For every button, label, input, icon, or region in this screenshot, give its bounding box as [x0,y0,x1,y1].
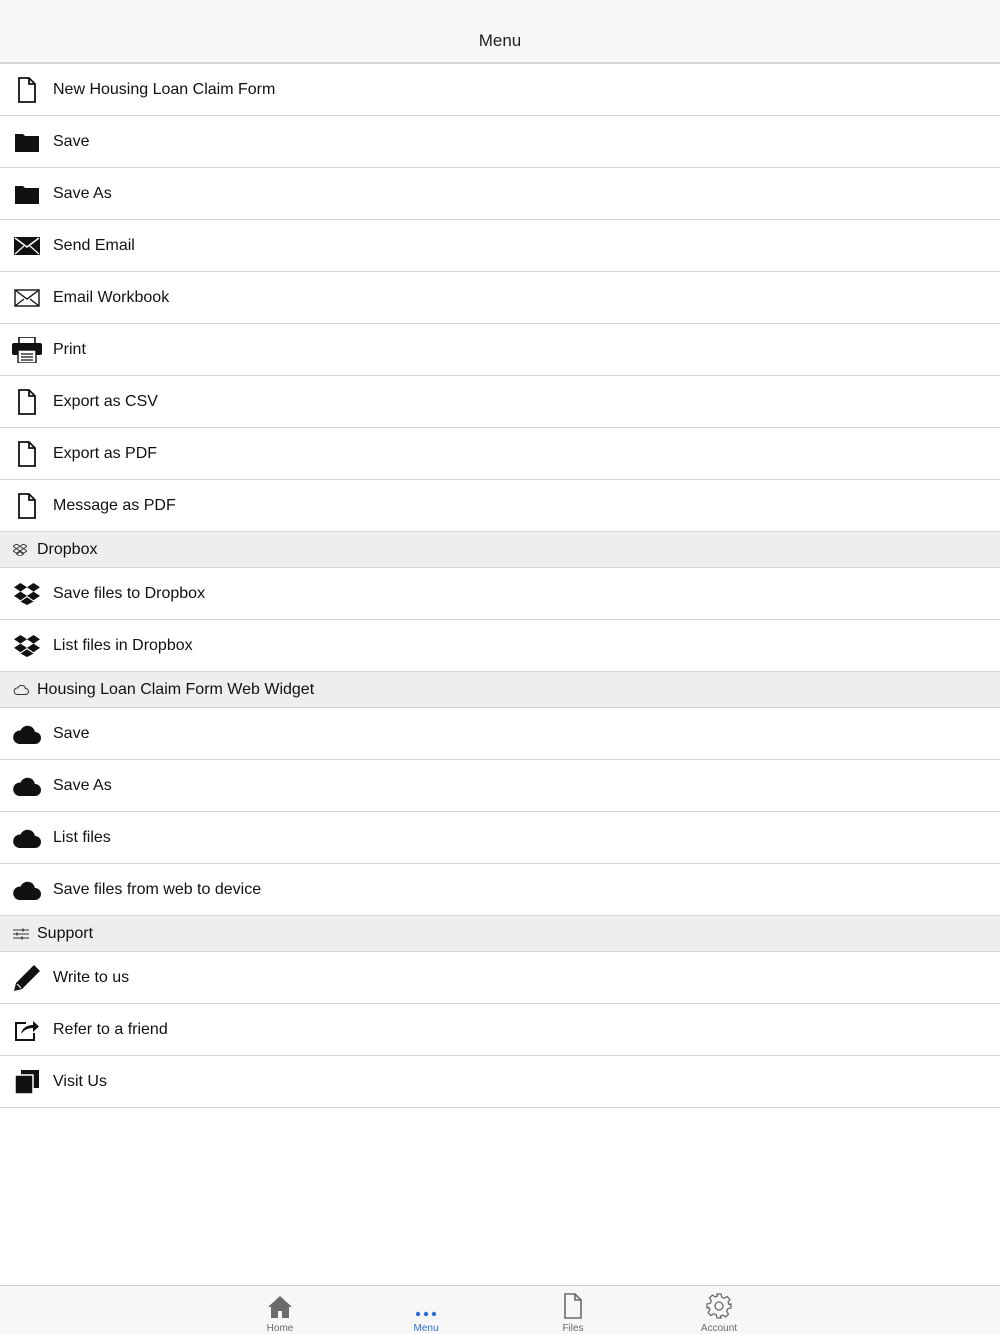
tab-bar [0,1285,1000,1334]
cloud-icon [0,864,53,915]
menu-item-label: Export as CSV [53,392,158,410]
section-title: Support [37,924,94,942]
menu-item-widget-save-to-device[interactable] [0,864,1000,916]
menu-item-label: Print [53,340,86,358]
menu-item-widget-save[interactable] [0,708,1000,760]
sliders-icon [13,928,37,940]
dropbox-icon [0,620,53,671]
envelope-filled-icon [0,220,53,271]
file-icon [563,1289,583,1319]
menu-item-label: Email Workbook [53,288,170,306]
page-title: Menu [478,31,522,50]
menu-item-export-pdf[interactable] [0,428,1000,480]
menu-item-label: Save files from web to device [53,880,262,898]
menu-item-label: Send Email [53,236,135,254]
printer-icon [0,324,53,375]
section-title: Housing Loan Claim Form Web Widget [37,680,315,698]
menu-item-widget-save-as[interactable] [0,760,1000,812]
document-icon [0,428,53,479]
menu-item-refer-friend[interactable] [0,1004,1000,1056]
menu-item-message-pdf[interactable] [0,480,1000,532]
menu-item-label: List files in Dropbox [53,636,193,654]
menu-item-label: Save [53,724,90,742]
dropbox-icon [0,568,53,619]
menu-item-save-to-dropbox[interactable] [0,568,1000,620]
menu-item-label: New Housing Loan Claim Form [53,80,276,98]
envelope-outline-icon [0,272,53,323]
cloud-outline-icon [13,684,37,695]
menu-item-label: Refer to a friend [53,1020,168,1038]
folder-icon [0,168,53,219]
more-dots-icon [414,1289,438,1319]
menu-item-export-csv[interactable] [0,376,1000,428]
menu-item-send-email[interactable] [0,220,1000,272]
pencil-icon [0,952,53,1003]
tab-files[interactable] [533,1286,613,1334]
section-header-web-widget [0,672,1000,708]
share-icon [0,1004,53,1055]
tab-label: Account [700,1323,738,1334]
menu-item-widget-list-files[interactable] [0,812,1000,864]
tab-menu[interactable] [386,1286,466,1334]
folder-icon [0,116,53,167]
gear-icon [706,1289,732,1319]
section-title: Dropbox [37,540,98,558]
menu-item-label: Save [53,132,90,150]
section-header-support [0,916,1000,952]
tab-label: Home [266,1323,294,1334]
menu-item-label: Visit Us [53,1072,107,1090]
menu-item-label: Save files to Dropbox [53,584,206,602]
document-icon [0,64,53,115]
menu-item-label: List files [53,828,111,846]
tab-label: Files [562,1323,584,1334]
dropbox-icon [13,544,37,556]
menu-item-label: Export as PDF [53,444,158,462]
menu-item-save[interactable] [0,116,1000,168]
tab-home[interactable] [240,1286,320,1334]
tab-label: Menu [413,1323,439,1334]
tab-account[interactable] [679,1286,759,1334]
menu-item-label: Message as PDF [53,496,176,514]
menu-item-new-form[interactable] [0,64,1000,116]
cloud-icon [0,708,53,759]
cloud-icon [0,760,53,811]
menu-item-save-as[interactable] [0,168,1000,220]
menu-item-label: Write to us [53,968,130,986]
menu-item-label: Save As [53,184,112,202]
menu-item-write-to-us[interactable] [0,952,1000,1004]
cloud-icon [0,812,53,863]
menu-list [0,64,1000,1108]
document-icon [0,480,53,531]
menu-item-visit-us[interactable] [0,1056,1000,1108]
navigation-bar [0,0,1000,64]
menu-item-print[interactable] [0,324,1000,376]
menu-item-label: Save As [53,776,112,794]
copy-icon [0,1056,53,1107]
home-icon [267,1289,293,1319]
document-icon [0,376,53,427]
section-header-dropbox [0,532,1000,568]
menu-item-list-dropbox[interactable] [0,620,1000,672]
menu-item-email-workbook[interactable] [0,272,1000,324]
